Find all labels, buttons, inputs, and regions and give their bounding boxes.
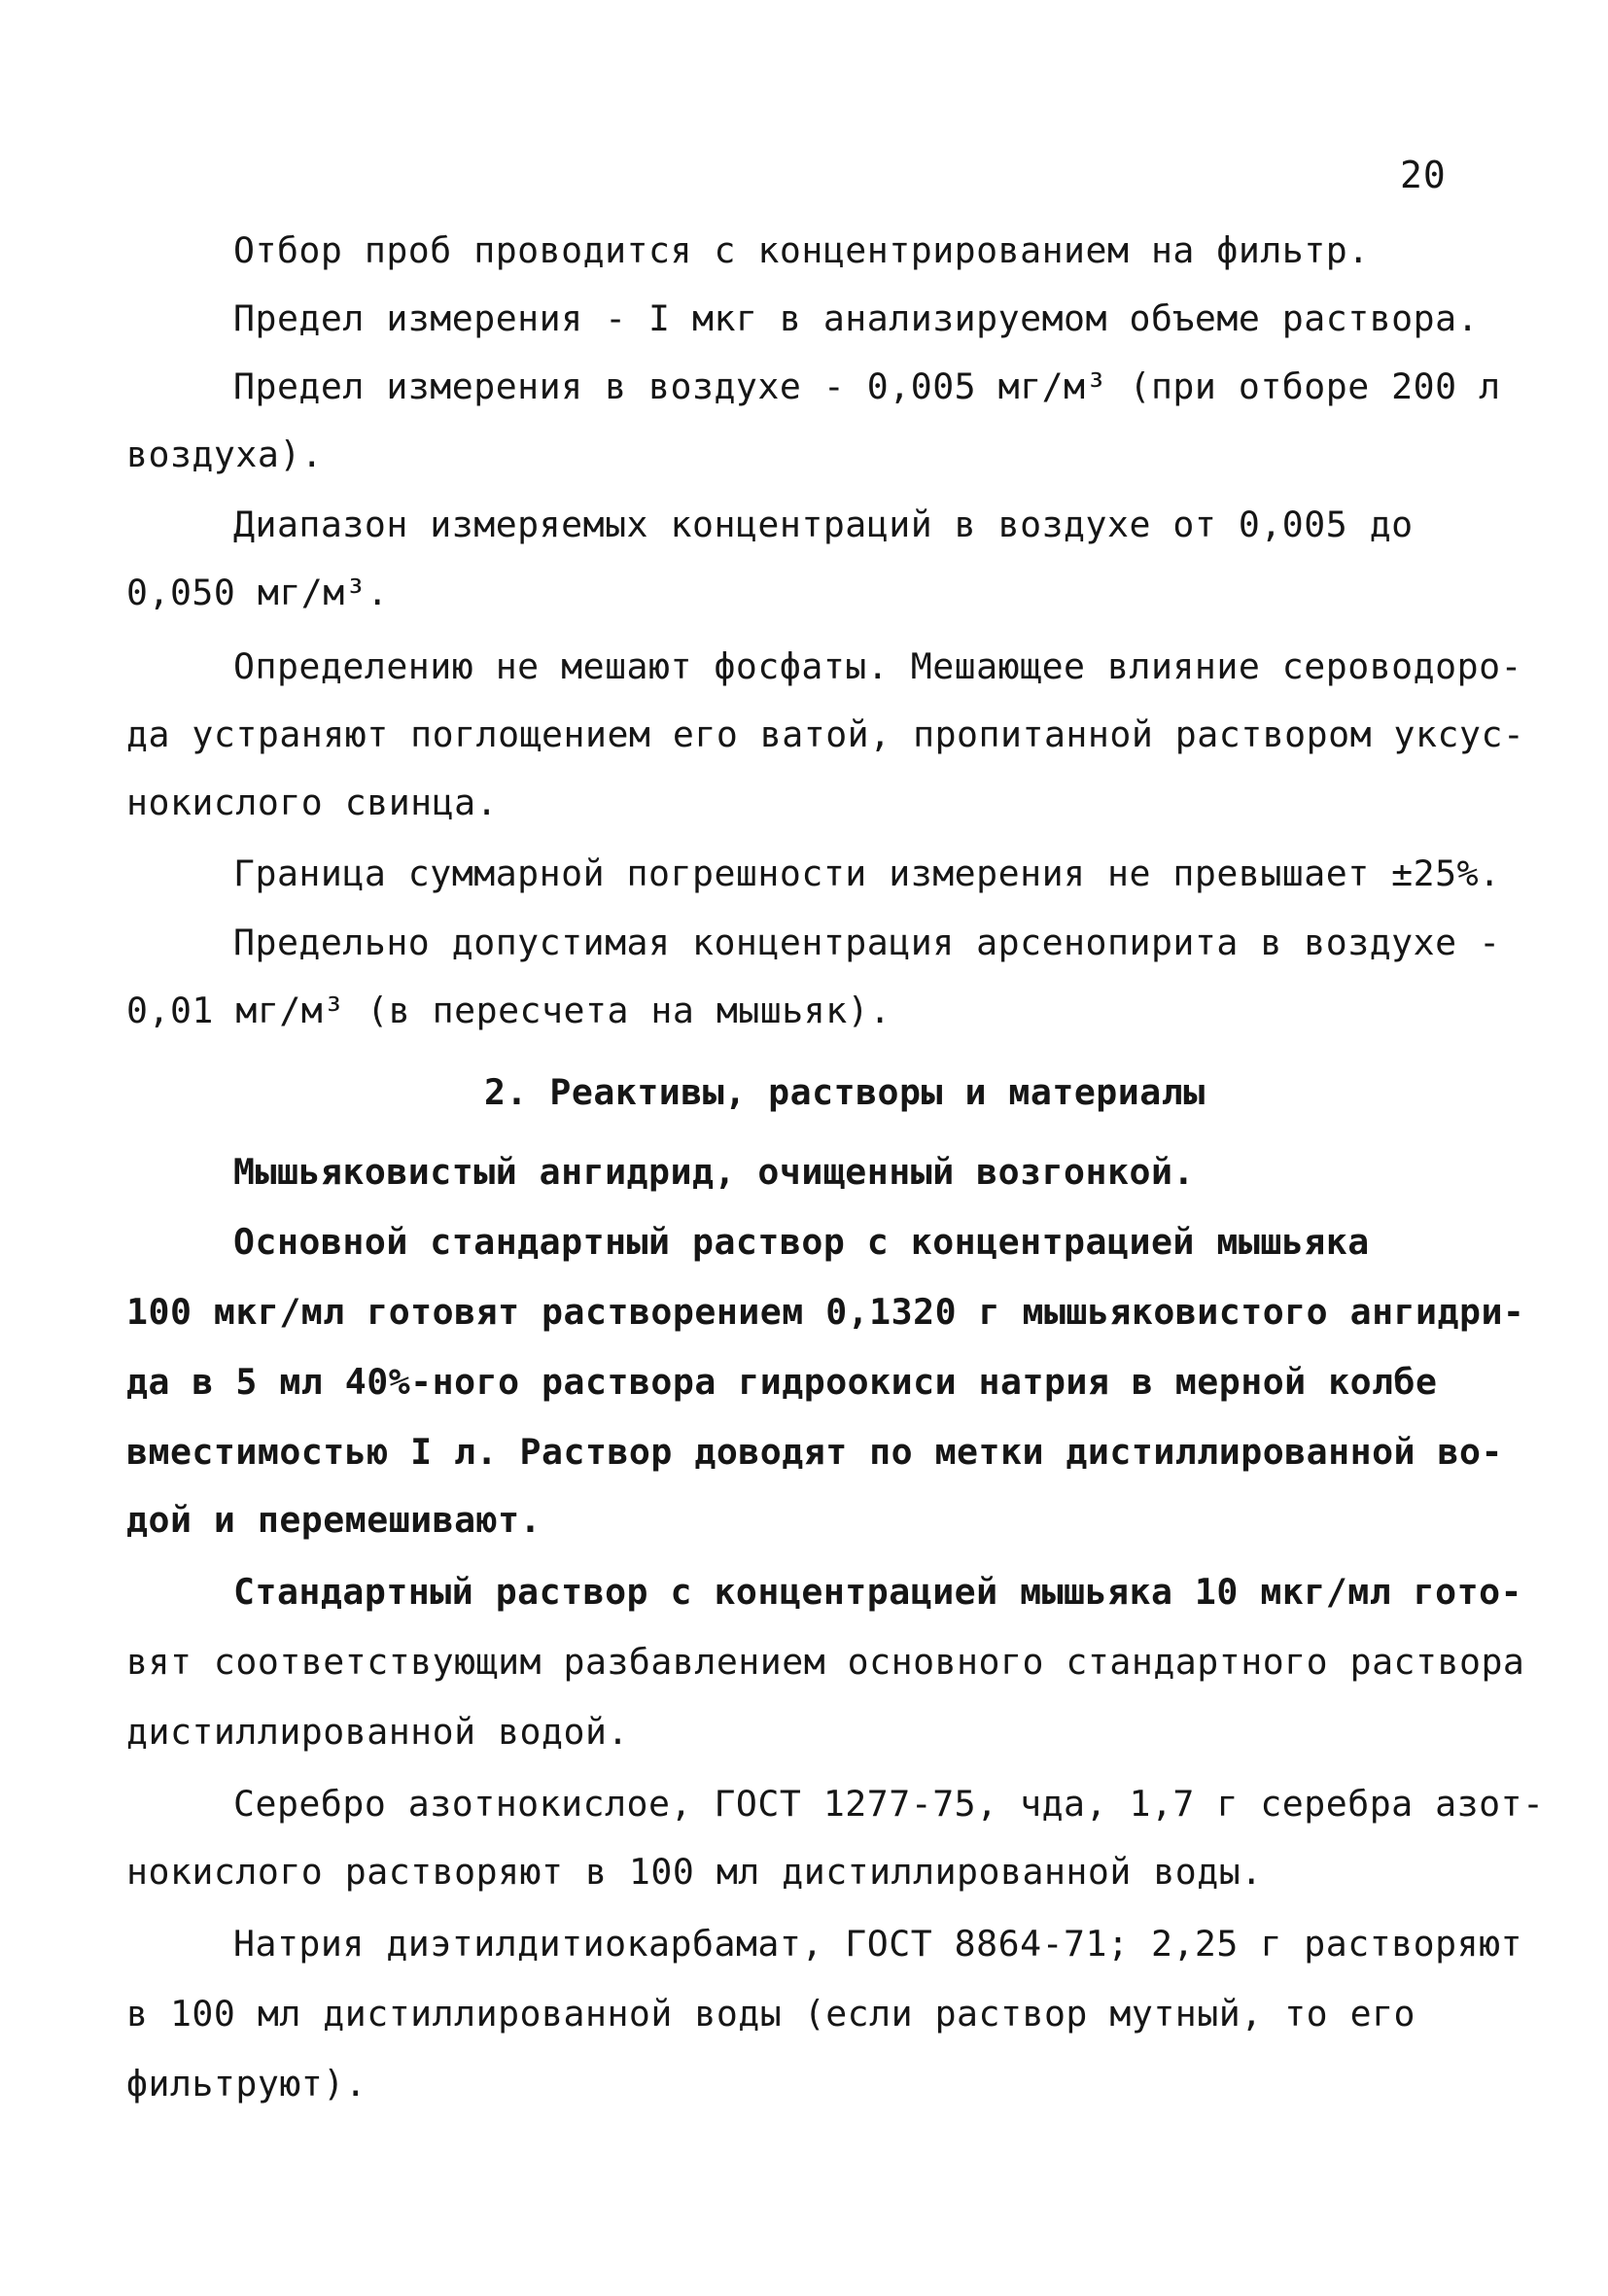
text-line: фильтруют). — [126, 2063, 367, 2105]
text-line: нокислого растворяют в 100 мл дистиллированной воды. — [126, 1851, 1263, 1893]
text-line: дистиллированной водой. — [126, 1711, 629, 1753]
text-line: нокислого свинца. — [126, 782, 499, 823]
text-line: Натрия диэтилдитиокарбамат, ГОСТ 8864-71; 2,25 г растворяют — [233, 1923, 1523, 1965]
text-line: Предел измерения - I мкг в анализируемом объеме раствора. — [233, 297, 1480, 339]
text-line: Предел измерения в воздухе - 0,005 мг/м³ (при отборе 200 л — [233, 365, 1501, 407]
text-line: Граница суммарной погрешности измерения не превышает ±25%. — [233, 852, 1501, 894]
text-line: вят соответствующим разбавлением основного стандартного раствора — [126, 1641, 1525, 1683]
text-line: да в 5 мл 40%-ного раствора гидроокиси натрия в мерной колбе — [126, 1361, 1438, 1403]
section-heading: 2. Реактивы, растворы и материалы — [484, 1071, 1206, 1113]
text-line: Диапазон измеряемых концентраций в воздухе от 0,005 до — [233, 504, 1414, 545]
text-line: Отбор проб проводится с концентрированием на фильтр. — [233, 229, 1370, 271]
text-line: воздуха). — [126, 434, 324, 475]
text-line: Основной стандартный раствор с концентрацией мышьяка — [233, 1221, 1370, 1263]
text-line: да устраняют поглощением его ватой, пропитанной раствором уксус- — [126, 713, 1525, 755]
page-number: 20 — [1400, 154, 1447, 196]
text-line: дой и перемешивают. — [126, 1499, 542, 1541]
text-line: Мышьяковистый ангидрид, очищенный возгонкой. — [233, 1151, 1195, 1193]
text-line: Стандартный раствор с концентрацией мышьяка 10 мкг/мл гото- — [233, 1571, 1523, 1613]
text-line: в 100 мл дистиллированной воды (если раствор мутный, то его — [126, 1993, 1416, 2035]
text-line: Предельно допустимая концентрация арсенопирита в воздухе - — [233, 922, 1501, 963]
text-line: 100 мкг/мл готовят растворением 0,1320 г мышьяковистого ангидри- — [126, 1291, 1525, 1333]
text-line: 0,050 мг/м³. — [126, 572, 389, 613]
text-line: вместимостью I л. Раствор доводят по метки дистиллированной во- — [126, 1431, 1503, 1473]
text-line: Серебро азотнокислое, ГОСТ 1277-75, чда, 1,7 г серебра азот- — [233, 1783, 1545, 1825]
text-line: 0,01 мг/м³ (в пересчета на мышьяк). — [126, 990, 891, 1031]
text-line: Определению не мешают фосфаты. Мешающее влияние сероводоро- — [233, 645, 1523, 687]
